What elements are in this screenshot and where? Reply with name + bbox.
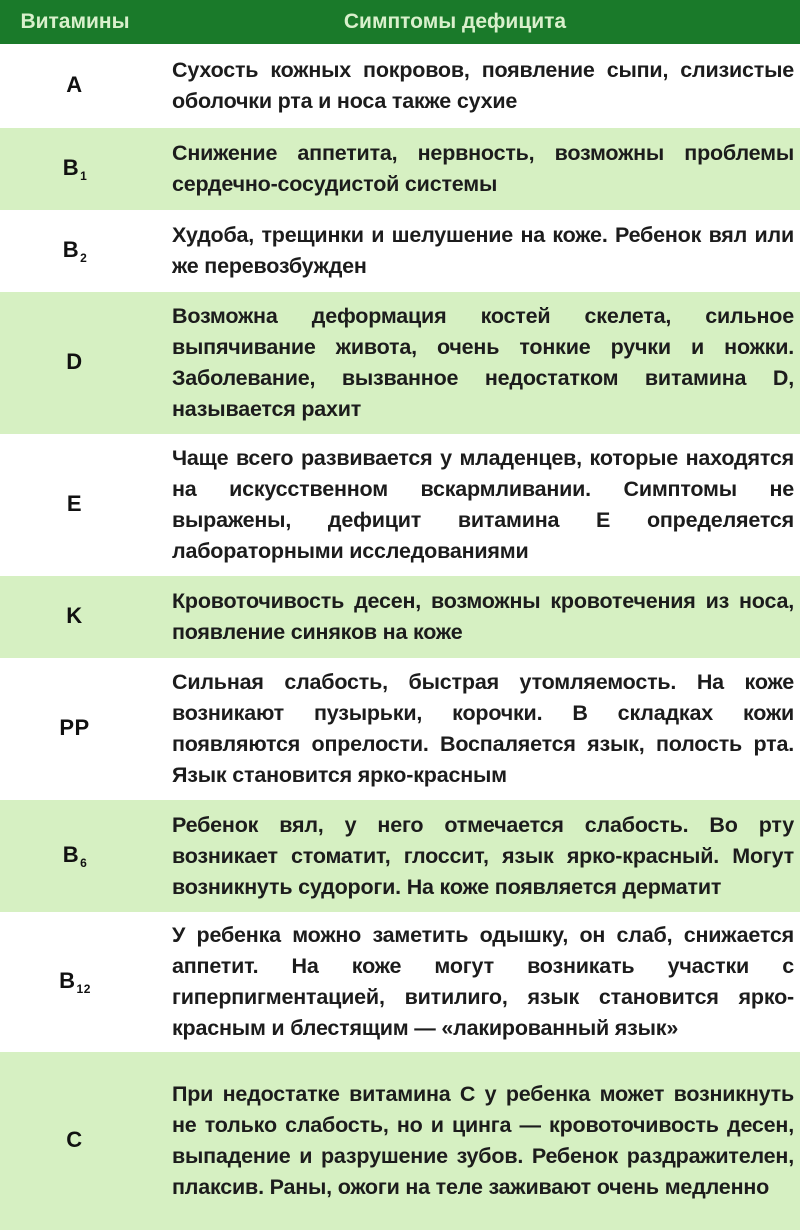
symptoms-cell: При недостатке витамина C у ребенка может возникнуть не только слабость, но и цинга — кровоточивость десен, выпадение и разрушение зубов. Ребенок раздражителен, плаксив. Раны, ожоги на теле заживают очень медленно [172, 1082, 794, 1199]
table-row [0, 800, 800, 912]
header-vitamins: Витамины [20, 10, 130, 33]
vitamin-cell [0, 349, 150, 377]
vitamin-cell [0, 603, 150, 631]
vitamin-cell [0, 237, 150, 265]
vitamin-cell [0, 968, 150, 996]
vitamin-name: K [66, 603, 83, 628]
vitamin-subscript: 2 [80, 251, 88, 265]
vitamin-cell [0, 715, 150, 743]
symptoms-cell: Чаще всего развивается у младенцев, которые находятся на искусственном вскармливании. Симптомы не выражены, дефицит витамина E определяется лабораторными исследованиями [172, 446, 794, 563]
vitamin-subscript: 12 [76, 982, 91, 996]
vitamin-name: C [66, 1127, 83, 1152]
vitamin-name: B [62, 155, 80, 180]
header-symptoms: Симптомы дефицита [343, 10, 567, 33]
vitamin-cell [0, 72, 150, 100]
table-row [0, 576, 800, 658]
vitamin-subscript: 1 [80, 169, 88, 183]
vitamin-name: PP [59, 715, 90, 740]
symptoms-cell: Сильная слабость, быстрая утомляемость. На коже возникают пузырьки, корочки. В складках кожи появляются опрелости. Воспаляется язык, полость рта. Язык становится ярко-красным [172, 670, 794, 787]
symptoms-cell: Ребенок вял, у него отмечается слабость. Во рту возникает стоматит, глоссит, язык ярко-красный. Могут возникнуть судороги. На коже появляется дерматит [172, 812, 794, 899]
symptoms-cell: Худоба, трещинки и шелушение на коже. Ребенок вял или же перевозбужден [172, 223, 794, 278]
vitamin-name: B [62, 842, 80, 867]
vitamin-name: B [62, 237, 80, 262]
vitamin-subscript: 6 [80, 856, 88, 870]
vitamin-name: D [66, 349, 83, 374]
table-header [0, 0, 800, 44]
table-row [0, 128, 800, 210]
vitamin-cell [0, 842, 150, 870]
table-row [0, 434, 800, 576]
vitamin-cell [0, 155, 150, 183]
vitamin-name: E [66, 491, 83, 516]
vitamin-name: A [66, 72, 83, 97]
table-row [0, 292, 800, 434]
table-row [0, 912, 800, 1052]
vitamin-cell [0, 1127, 150, 1155]
symptoms-cell: Возможна деформация костей скелета, сильное выпячивание живота, очень тонкие ручки и ножки. Заболевание, вызванное недостатком витамина D, называется рахит [172, 304, 794, 421]
symptoms-cell: Кровоточивость десен, возможны кровотечения из носа, появление синяков на коже [172, 589, 794, 644]
table-row [0, 1052, 800, 1230]
symptoms-cell: У ребенка можно заметить одышку, он слаб, снижается аппетит. На коже могут возникать участки с гиперпигментацией, витилиго, язык становится ярко-красным и блестящим — «лакированный язык» [172, 923, 794, 1040]
vitamin-cell [0, 491, 150, 519]
symptoms-cell: Снижение аппетита, нервность, возможны проблемы сердечно-сосудистой системы [172, 141, 794, 196]
table-row [0, 44, 800, 128]
table-row [0, 658, 800, 800]
symptoms-cell: Сухость кожных покровов, появление сыпи, слизистые оболочки рта и носа также сухие [172, 58, 794, 113]
vitamin-name: B [59, 968, 76, 993]
table-row [0, 210, 800, 292]
